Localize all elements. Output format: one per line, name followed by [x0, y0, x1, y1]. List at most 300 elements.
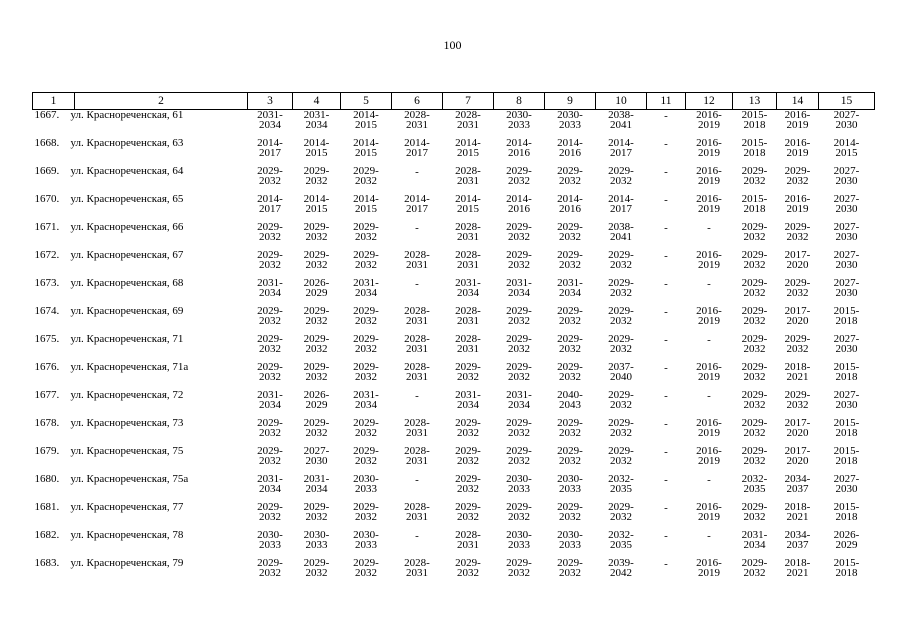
period-cell-c8 [494, 502, 545, 530]
period-text: 2016- [784, 109, 811, 121]
period-text: 2031 [457, 343, 479, 355]
column-header-1: 1 [33, 93, 75, 110]
row-number: 1673. [34, 277, 60, 289]
period-text: 2031- [506, 389, 532, 401]
period-cell-c10 [596, 446, 647, 474]
period-text: 2029- [455, 361, 481, 373]
period-text: 2026- [303, 277, 330, 289]
period-text: 2031- [506, 277, 532, 289]
period-text: 2032 [743, 315, 766, 327]
period-text: 2032 [305, 343, 328, 355]
period-text: 2029- [257, 501, 283, 513]
period-text: 2028- [455, 165, 481, 177]
period-text: 2029- [557, 165, 583, 177]
period-text: 2019 [698, 511, 720, 523]
period-cell-c8 [494, 474, 545, 502]
period-text: 2015- [741, 193, 768, 205]
period-text: 2032 [610, 427, 632, 439]
period-text: 2018 [835, 427, 858, 439]
period-text: 2014- [455, 193, 481, 205]
row-number: 1678. [34, 417, 60, 429]
period-text: 2032 [355, 231, 377, 243]
period-cell-c15 [819, 530, 875, 558]
period-text: - [664, 110, 668, 122]
period-text: 2015 [305, 147, 328, 159]
period-cell-c7 [443, 222, 494, 250]
period-text: 2016- [696, 417, 722, 429]
period-text: 2029- [257, 417, 283, 429]
period-text: - [664, 250, 668, 262]
period-cell-c15 [819, 166, 875, 194]
period-text: 2029- [455, 445, 481, 457]
period-cell-c9 [545, 446, 596, 474]
period-cell-c5 [341, 194, 392, 222]
table-body [33, 110, 875, 587]
period-cell-c6 [392, 334, 443, 362]
period-text: 2032 [559, 455, 581, 467]
period-text: 2032 [610, 511, 632, 523]
period-text: 2017 [259, 203, 281, 215]
period-text: - [415, 222, 419, 234]
period-text: 2032 [355, 511, 377, 523]
period-text: 2020 [786, 455, 809, 467]
period-text: 2032 [259, 455, 281, 467]
period-text: 2018 [743, 147, 766, 159]
period-text: 2029- [303, 305, 330, 317]
period-cell-c9 [545, 474, 596, 502]
period-text: 2029- [303, 333, 330, 345]
period-text: 2029- [557, 333, 583, 345]
period-text: 2028- [455, 529, 481, 541]
period-text: 2035 [610, 539, 632, 551]
period-text: 2029- [506, 165, 532, 177]
period-text: 2029- [557, 221, 583, 233]
period-cell-c11 [647, 418, 686, 446]
period-text: 2034 [259, 483, 281, 495]
period-text: 2015- [833, 557, 860, 569]
row-number: 1676. [34, 361, 60, 373]
period-text: 2030- [303, 529, 330, 541]
period-cell-c7 [443, 362, 494, 390]
period-cell-c12 [686, 166, 733, 194]
period-text: 2018- [784, 557, 811, 569]
period-cell-c4 [293, 362, 341, 390]
period-cell-c7 [443, 474, 494, 502]
period-cell-c5 [341, 278, 392, 306]
period-cell-c11 [647, 502, 686, 530]
period-text: 2037 [786, 539, 809, 551]
period-text: 2019 [698, 427, 720, 439]
period-text: 2029- [353, 249, 379, 261]
period-text: 2029- [455, 417, 481, 429]
period-text: 2019 [698, 259, 720, 271]
period-text: 2032 [786, 231, 809, 243]
period-text: 2015 [355, 119, 377, 131]
period-text: 2029- [353, 417, 379, 429]
period-text: 2029- [741, 305, 768, 317]
period-text: 2029- [741, 389, 768, 401]
period-cell-c11 [647, 278, 686, 306]
table-row [33, 166, 875, 194]
period-text: - [664, 334, 668, 346]
period-text: 2030- [257, 529, 283, 541]
period-cell-c6 [392, 418, 443, 446]
period-text: 2032 [743, 259, 766, 271]
period-text: 2029- [506, 501, 532, 513]
period-cell-c13 [733, 110, 777, 139]
period-cell-c4 [293, 222, 341, 250]
period-text: 2031 [406, 371, 428, 383]
period-text: 2017- [784, 305, 811, 317]
period-cell-c13 [733, 194, 777, 222]
period-text: 2034 [508, 399, 530, 411]
table-row [33, 278, 875, 306]
period-text: 2037- [608, 361, 634, 373]
period-cell-c13 [733, 222, 777, 250]
period-text: 2029- [608, 417, 634, 429]
street-address: ул. Краснореченская, 71 [70, 333, 184, 345]
period-text: 2032 [508, 175, 530, 187]
period-text: 2032 [259, 259, 281, 271]
period-text: - [664, 446, 668, 458]
period-text: 2032 [610, 259, 632, 271]
period-text: 2032 [610, 343, 632, 355]
period-text: 2017 [259, 147, 281, 159]
period-text: 2032 [259, 427, 281, 439]
row-number: 1682. [34, 529, 60, 541]
period-cell-c15 [819, 390, 875, 418]
period-text: - [664, 222, 668, 234]
period-text: 2032 [508, 259, 530, 271]
street-address: ул. Краснореченская, 73 [70, 417, 184, 429]
period-cell-c7 [443, 390, 494, 418]
period-cell-c3 [248, 418, 293, 446]
address-cell [33, 194, 248, 222]
period-text: 2014- [353, 137, 379, 149]
period-text: 2030 [835, 483, 858, 495]
period-text: 2014- [353, 193, 379, 205]
column-header-5: 5 [341, 93, 392, 110]
period-text: 2032 [355, 371, 377, 383]
period-text: 2030 [305, 455, 328, 467]
period-text: 2029- [557, 305, 583, 317]
period-text: 2029- [353, 333, 379, 345]
period-text: 2030 [835, 119, 858, 131]
column-header-8: 8 [494, 93, 545, 110]
period-cell-c13 [733, 530, 777, 558]
period-text: - [707, 530, 711, 542]
period-text: 2029- [506, 557, 532, 569]
period-text: 2029- [506, 445, 532, 457]
table-row [33, 502, 875, 530]
period-cell-c7 [443, 166, 494, 194]
period-text: - [664, 502, 668, 514]
street-address: ул. Краснореченская, 69 [70, 305, 184, 317]
table-row [33, 418, 875, 446]
period-cell-c5 [341, 306, 392, 334]
address-cell [33, 110, 248, 139]
period-text: 2032- [608, 529, 634, 541]
period-cell-c10 [596, 334, 647, 362]
period-cell-c10 [596, 474, 647, 502]
period-text: 2032 [743, 371, 766, 383]
period-cell-c10 [596, 110, 647, 139]
period-cell-c11 [647, 194, 686, 222]
period-text: 2016- [696, 137, 722, 149]
period-text: 2031- [257, 277, 283, 289]
period-text: 2032 [743, 343, 766, 355]
period-text: 2032 [559, 175, 581, 187]
street-address: ул. Краснореченская, 68 [70, 277, 184, 289]
period-text: 2029- [741, 277, 768, 289]
period-text: 2015 [355, 203, 377, 215]
period-text: 2032 [305, 315, 328, 327]
period-text: 2028- [404, 109, 430, 121]
period-cell-c5 [341, 222, 392, 250]
period-text: 2034 [508, 287, 530, 299]
period-cell-c14 [777, 194, 819, 222]
period-text: 2032 [610, 315, 632, 327]
period-cell-c15 [819, 558, 875, 586]
column-header-12: 12 [686, 93, 733, 110]
period-text: 2032 [559, 315, 581, 327]
period-cell-c8 [494, 446, 545, 474]
period-text: 2029- [455, 557, 481, 569]
period-text: 2029- [506, 305, 532, 317]
period-cell-c4 [293, 502, 341, 530]
period-cell-c4 [293, 530, 341, 558]
period-text: 2020 [786, 259, 809, 271]
period-text: 2014- [257, 137, 283, 149]
period-text: 2029- [608, 305, 634, 317]
period-text: 2032 [743, 175, 766, 187]
period-text: 2028- [404, 557, 430, 569]
period-cell-c10 [596, 278, 647, 306]
period-text: 2030 [835, 203, 858, 215]
period-text: 2034 [355, 399, 377, 411]
period-text: 2031- [353, 277, 379, 289]
period-text: 2016- [784, 193, 811, 205]
period-text: 2032 [259, 567, 281, 579]
period-text: 2032 [610, 287, 632, 299]
period-cell-c3 [248, 250, 293, 278]
period-text: 2029- [303, 165, 330, 177]
street-address: ул. Краснореченская, 71а [70, 361, 189, 373]
period-text: 2014- [303, 193, 330, 205]
period-text: - [415, 166, 419, 178]
period-text: 2027- [303, 445, 330, 457]
period-text: 2018 [743, 119, 766, 131]
period-text: - [664, 474, 668, 486]
period-cell-c5 [341, 110, 392, 139]
period-text: 2019 [698, 175, 720, 187]
column-header-15: 15 [819, 93, 875, 110]
period-text: - [707, 334, 711, 346]
period-cell-c14 [777, 418, 819, 446]
period-text: 2029- [455, 473, 481, 485]
period-text: - [415, 278, 419, 290]
period-cell-c11 [647, 474, 686, 502]
period-text: 2034 [457, 399, 479, 411]
period-text: 2032 [559, 427, 581, 439]
period-text: 2029 [305, 287, 328, 299]
period-cell-c8 [494, 222, 545, 250]
period-text: 2016- [696, 249, 722, 261]
period-text: 2021 [786, 567, 809, 579]
period-text: 2032 [259, 175, 281, 187]
period-text: 2017 [610, 147, 632, 159]
period-text: 2034- [784, 529, 811, 541]
period-cell-c7 [443, 418, 494, 446]
period-text: 2015 [305, 203, 328, 215]
address-cell [33, 558, 248, 586]
period-cell-c11 [647, 306, 686, 334]
period-cell-c14 [777, 110, 819, 139]
period-text: 2032 [508, 315, 530, 327]
period-text: 2028- [404, 501, 430, 513]
period-text: 2029- [557, 417, 583, 429]
period-cell-c11 [647, 390, 686, 418]
period-text: 2014- [608, 193, 634, 205]
period-text: 2029- [557, 445, 583, 457]
period-cell-c4 [293, 138, 341, 166]
period-text: 2029- [557, 361, 583, 373]
period-cell-c6 [392, 390, 443, 418]
period-text: 2029- [784, 389, 811, 401]
period-text: 2032 [259, 371, 281, 383]
period-text: 2031 [457, 315, 479, 327]
address-cell [33, 390, 248, 418]
address-cell [33, 418, 248, 446]
period-text: 2020 [786, 315, 809, 327]
period-cell-c3 [248, 390, 293, 418]
period-text: 2028- [404, 333, 430, 345]
period-cell-c5 [341, 250, 392, 278]
period-text: 2029- [608, 445, 634, 457]
period-cell-c5 [341, 418, 392, 446]
period-text: 2028- [455, 221, 481, 233]
period-cell-c9 [545, 362, 596, 390]
row-number: 1672. [34, 249, 60, 261]
period-cell-c9 [545, 138, 596, 166]
period-text: 2016- [696, 109, 722, 121]
period-text: 2018- [784, 501, 811, 513]
period-cell-c8 [494, 166, 545, 194]
period-text: 2029- [741, 557, 768, 569]
period-text: 2031 [457, 259, 479, 271]
period-text: 2031- [303, 473, 330, 485]
period-text: 2028- [455, 305, 481, 317]
period-text: 2031 [457, 231, 479, 243]
period-cell-c6 [392, 194, 443, 222]
period-text: 2031 [406, 567, 428, 579]
period-text: 2031- [257, 109, 283, 121]
row-number: 1668. [34, 137, 60, 149]
period-cell-c13 [733, 166, 777, 194]
period-cell-c15 [819, 222, 875, 250]
period-text: 2014- [506, 137, 532, 149]
period-text: 2015 [835, 147, 858, 159]
table-row [33, 558, 875, 586]
period-text: 2035 [610, 483, 632, 495]
row-number: 1669. [34, 165, 60, 177]
period-text: 2028- [455, 109, 481, 121]
period-cell-c12 [686, 110, 733, 139]
period-text: 2014- [303, 137, 330, 149]
period-text: 2040- [557, 389, 583, 401]
period-text: 2032 [457, 371, 479, 383]
period-text: 2029- [257, 249, 283, 261]
period-text: 2014- [353, 109, 379, 121]
period-cell-c8 [494, 194, 545, 222]
period-text: 2029- [784, 165, 811, 177]
period-cell-c11 [647, 530, 686, 558]
period-cell-c13 [733, 334, 777, 362]
period-text: 2030- [506, 109, 532, 121]
period-cell-c11 [647, 250, 686, 278]
period-text: - [664, 362, 668, 374]
period-cell-c4 [293, 194, 341, 222]
period-text: 2029- [557, 249, 583, 261]
period-text: 2015- [833, 361, 860, 373]
period-text: 2029- [741, 165, 768, 177]
row-number: 1667. [34, 109, 60, 121]
period-text: 2032 [259, 511, 281, 523]
period-text: 2029- [506, 221, 532, 233]
period-cell-c9 [545, 530, 596, 558]
period-text: - [664, 194, 668, 206]
period-text: 2016 [508, 203, 530, 215]
period-cell-c9 [545, 250, 596, 278]
street-address: ул. Краснореченская, 72 [70, 389, 184, 401]
row-number: 1670. [34, 193, 60, 205]
period-cell-c6 [392, 502, 443, 530]
period-cell-c6 [392, 222, 443, 250]
period-text: 2016- [696, 445, 722, 457]
street-address: ул. Краснореченская, 75а [70, 473, 189, 485]
period-cell-c14 [777, 558, 819, 586]
period-text: 2032 [610, 455, 632, 467]
period-text: 2032 [786, 399, 809, 411]
period-text: 2018- [784, 361, 811, 373]
period-text: 2031 [406, 343, 428, 355]
period-text: 2035 [743, 483, 766, 495]
period-cell-c10 [596, 362, 647, 390]
street-address: ул. Краснореченская, 61 [70, 109, 184, 121]
period-text: 2018 [835, 511, 858, 523]
period-text: 2029- [741, 333, 768, 345]
row-number: 1680. [34, 473, 60, 485]
period-text: 2032 [355, 427, 377, 439]
period-text: 2029- [303, 361, 330, 373]
period-text: 2032 [355, 259, 377, 271]
period-text: 2031 [406, 119, 428, 131]
period-text: 2030 [835, 231, 858, 243]
period-text: 2032 [457, 511, 479, 523]
period-cell-c8 [494, 390, 545, 418]
period-text: 2029- [741, 221, 768, 233]
street-address: ул. Краснореченская, 64 [70, 165, 184, 177]
period-text: 2019 [786, 119, 809, 131]
period-text: 2030- [353, 473, 379, 485]
column-header-13: 13 [733, 93, 777, 110]
period-text: 2032 [305, 371, 328, 383]
period-text: 2016- [696, 557, 722, 569]
period-text: 2027- [833, 277, 860, 289]
period-cell-c3 [248, 110, 293, 139]
period-text: 2032 [305, 259, 328, 271]
period-text: 2032 [743, 511, 766, 523]
